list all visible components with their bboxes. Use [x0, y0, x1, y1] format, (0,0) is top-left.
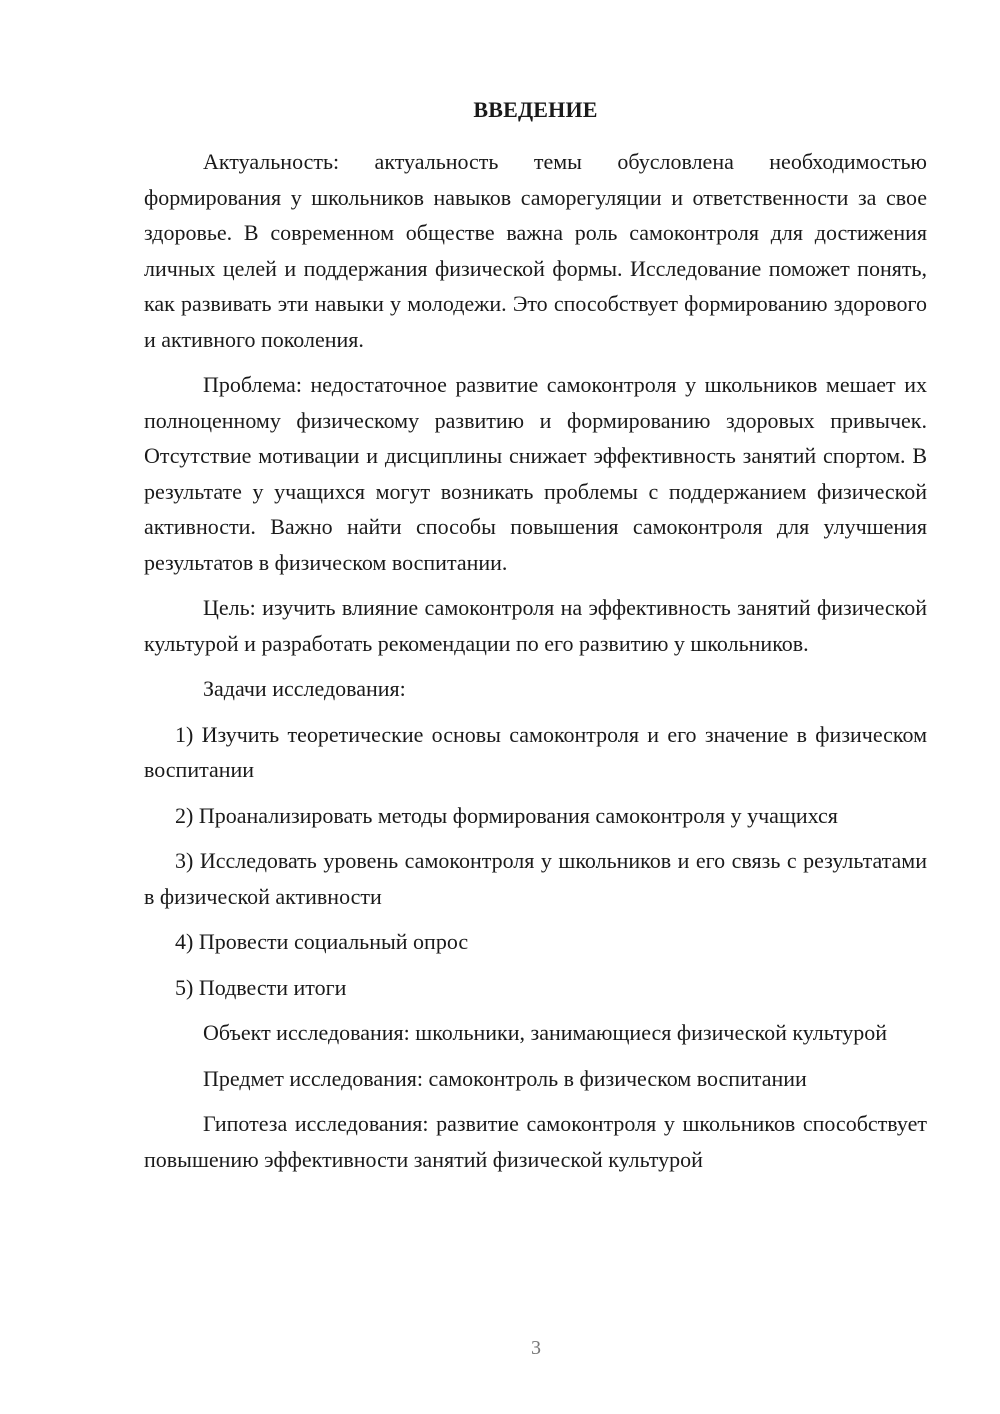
list-item-task-1: 1) Изучить теоретические основы самоконтроля и его значение в физическом воспитании — [144, 721, 927, 782]
paragraph-hypothesis: Гипотеза исследования: развитие самоконтроля у школьников способствует повышению эффективности занятий физической культурой — [144, 1111, 927, 1172]
list-item-task-4: 4) Провести социальный опрос — [175, 929, 469, 954]
paragraph-relevance: Актуальность: актуальность темы обусловлена необходимостью формирования у школьников навыков саморегуляции и ответственности за свое здоровье. В современном обществе важна роль самоконтроля для достижения личных целей и поддержания физической формы. Исследование поможет понять, как развивать эти навыки у молодежи. Это способствует формированию здорового и активного поколения. — [144, 149, 927, 352]
paragraph-tasks-title: Задачи исследования: — [203, 676, 406, 701]
page-number: 3 — [531, 1337, 541, 1359]
list-item-task-2: 2) Проанализировать методы формирования самоконтроля у учащихся — [175, 802, 838, 828]
paragraph-goal: Цель: изучить влияние самоконтроля на эффективность занятий физической культурой и разработать рекомендации по его развитию у школьников. — [144, 595, 927, 656]
list-item-task-5: 5) Подвести итоги — [175, 974, 347, 1000]
paragraph-problem: Проблема: недостаточное развитие самоконтроля у школьников мешает их полноценному физическому развитию и формированию здоровых привычек. Отсутствие мотивации и дисциплины снижает эффективность занятий спортом. В результате у учащихся могут возникать проблемы с поддержанием физической активности. Важно найти способы повышения самоконтроля для улучшения результатов в физическом воспитании. — [144, 372, 927, 575]
paragraph-object: Объект исследования: школьники, занимающиеся физической культурой — [203, 1020, 888, 1045]
section-heading: ВВЕДЕНИЕ — [473, 97, 598, 122]
document-body — [144, 96, 927, 1187]
paragraph-subject: Предмет исследования: самоконтроль в физическом воспитании — [203, 1065, 807, 1091]
list-item-task-3: 3) Исследовать уровень самоконтроля у школьников и его связь с результатами в физической активности — [144, 848, 927, 909]
